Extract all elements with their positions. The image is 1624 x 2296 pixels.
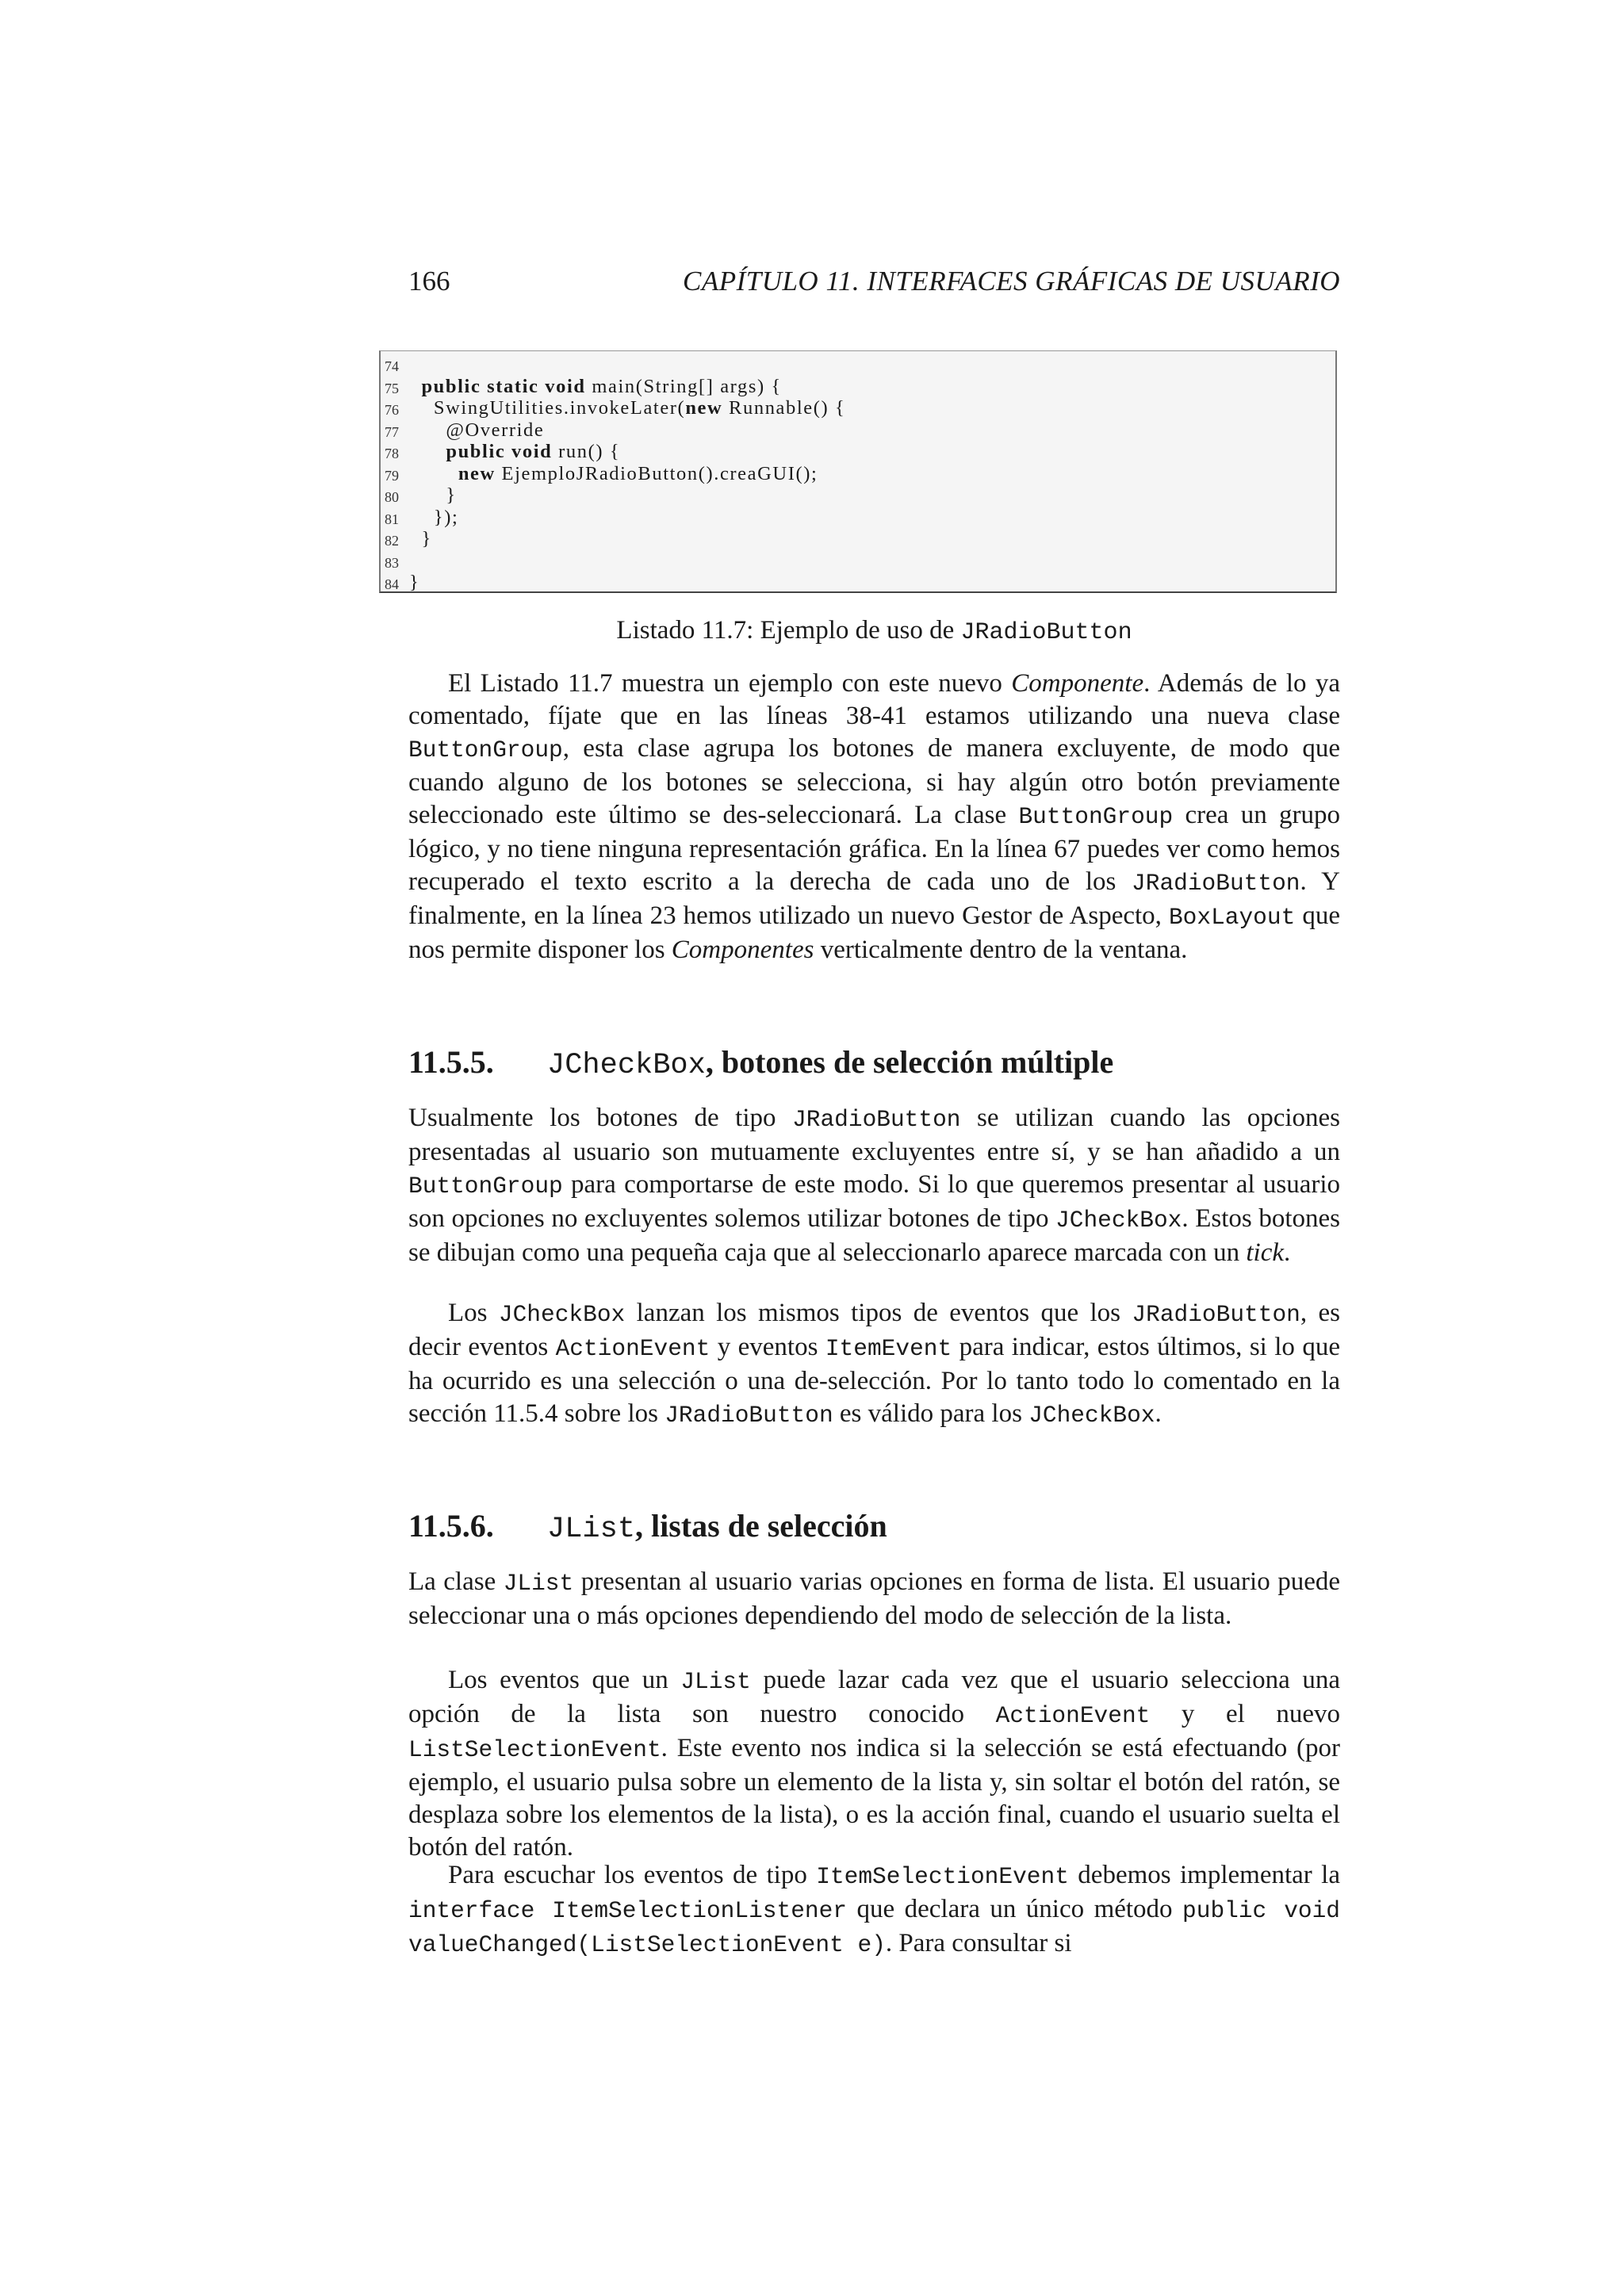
line-number: 77 xyxy=(385,423,399,440)
paragraph: Usualmente los botones de tipo JRadioButton se utilizan cuando las opciones presentadas al usuario son mutuamente excluyentes entre sí, y se han añadido a un ButtonGroup para comportarse de este modo. Si lo que queremos presentar al usuario son opciones no excluyentes solemos utilizar botones de tipo JCheckBox. Estos botones se dibujan como una pequeña caja que al seleccionarlo aparece marcada con un tick. xyxy=(408,1104,1341,1267)
chapter-title: CAPÍTULO 11. INTERFACES GRÁFICAS DE USUARIO xyxy=(682,266,1340,297)
line-number: 80 xyxy=(385,489,399,505)
code-text: @Override xyxy=(409,419,545,441)
line-number: 81 xyxy=(385,511,399,527)
code-text: } xyxy=(409,572,420,593)
code-text: new EjemploJRadioButton().creaGUI(); xyxy=(458,462,818,484)
running-header xyxy=(408,262,1340,301)
line-number: 78 xyxy=(385,446,399,461)
code-text: }); xyxy=(409,506,459,528)
section-heading-11-5-5: 11.5.5. JCheckBox, botones de selección múltiple xyxy=(408,1044,1114,1082)
section-heading-11-5-6: 11.5.6. JList, listas de selección xyxy=(408,1508,887,1546)
paragraph: Los eventos que un JList puede lazar cada vez que el usuario selecciona una opción de la lista son nuestro conocido ActionEvent y el nuevo ListSelectionEvent. Este evento nos indica si la selección se está efectuando (por ejemplo, el usuario pulsa sobre un elemento de la lista y, sin soltar el botón del ratón, se desplaza sobre los elementos de la lista), o es la acción final, cuando el usuario suelta el botón del ratón. xyxy=(408,1666,1340,1862)
line-number: 79 xyxy=(385,467,399,484)
code-listing xyxy=(379,350,1337,593)
caption-text: Listado 11.7: Ejemplo de uso de xyxy=(616,616,961,645)
code-text: } xyxy=(409,484,457,506)
line-number: 83 xyxy=(385,554,399,571)
line-number: 76 xyxy=(385,402,399,418)
code-text: public static void main(String[] args) { xyxy=(421,375,782,397)
code-text: public void run() { xyxy=(446,441,621,462)
code-text: } xyxy=(409,528,432,549)
code-text: SwingUtilities.invokeLater(new Runnable() { xyxy=(409,397,846,419)
paragraph: El Listado 11.7 muestra un ejemplo con este nuevo Componente. Además de lo ya comentado, fíjate que en las líneas 38-41 estamos utilizando una nueva clase ButtonGroup, esta clase agrupa los botones de manera excluyente, de modo que cuando alguno de los botones se selecciona, si hay algún otro botón previamente seleccionado este último se des-seleccionará. La clase ButtonGroup crea un grupo lógico, y no tiene ninguna representación gráfica. En la línea 67 puedes ver como hemos recuperado el texto escrito a la derecha de cada uno de los JRadioButton. Y finalmente, en la línea 23 hemos utilizado un nuevo Gestor de Aspecto, BoxLayout que nos permite disponer los Componentes verticalmente dentro de la ventana. xyxy=(408,669,1341,964)
line-number: 82 xyxy=(385,533,399,549)
paragraph: Para escuchar los eventos de tipo ItemSelectionEvent debemos implementar la interface ItemSelectionListener que declara un único método public void valueChanged(ListSelectionEvent e). Para consultar si xyxy=(408,1861,1340,1958)
line-number: 75 xyxy=(385,380,399,396)
listing-caption xyxy=(408,614,1340,649)
paragraph: La clase JList presentan al usuario varias opciones en forma de lista. El usuario puede seleccionar una o más opciones dependiendo del modo de selección de la lista. xyxy=(408,1567,1340,1630)
line-number: 84 xyxy=(385,576,399,592)
page-number: 166 xyxy=(408,266,450,297)
paragraph: Los JCheckBox lanzan los mismos tipos de eventos que los JRadioButton, es decir eventos ActionEvent y eventos ItemEvent para indicar, estos últimos, si lo que ha ocurrido es una selección o una de-selección. Por lo tanto todo lo comentado en la sección 11.5.4 sobre los JRadioButton es válido para los JCheckBox. xyxy=(408,1299,1340,1429)
caption-code: JRadioButton xyxy=(960,619,1132,646)
line-number: 74 xyxy=(385,358,399,374)
